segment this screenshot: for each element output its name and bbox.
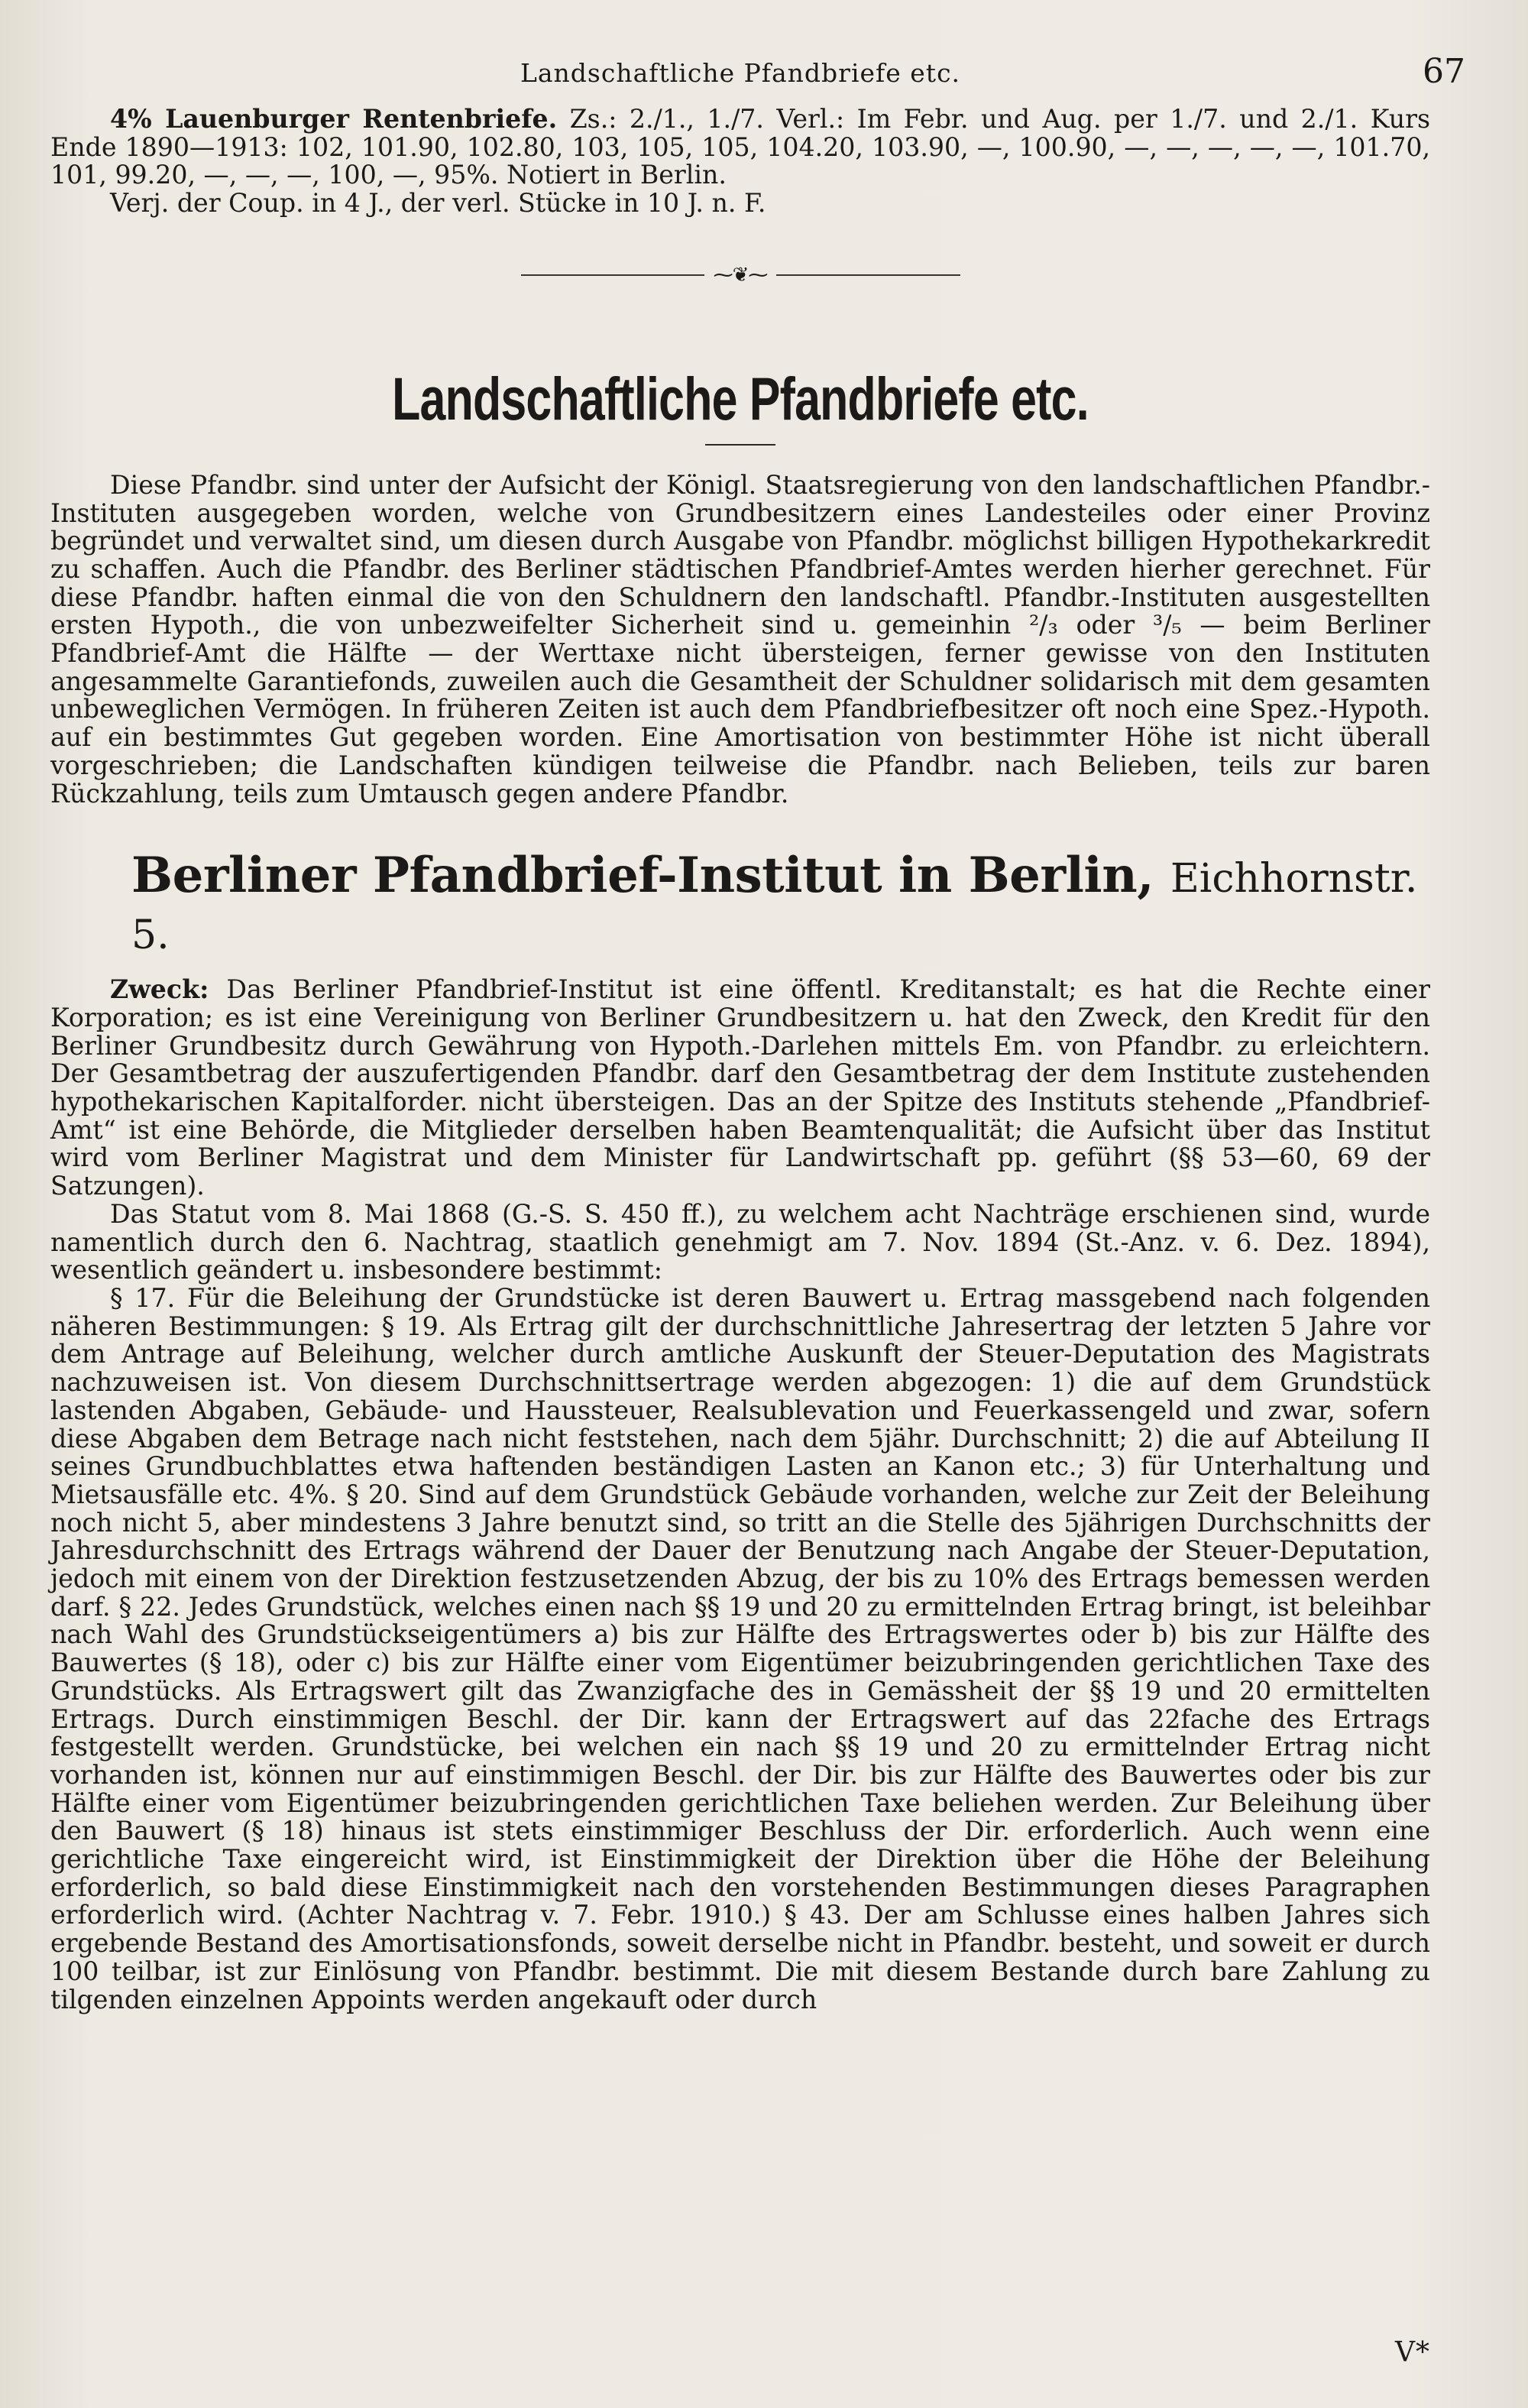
- divider-rule-left: [521, 274, 704, 276]
- divider-rule-right: [776, 274, 960, 276]
- page-number: 67: [1423, 52, 1465, 91]
- section-title: Landschaftliche Pfandbriefe etc.: [392, 364, 1089, 433]
- running-title: Landschaftliche Pfandbriefe etc.: [520, 58, 961, 88]
- sheet-signature: V*: [1395, 2337, 1430, 2368]
- statut-paragraph: Das Statut vom 8. Mai 1868 (G.-S. S. 450 ff.), zu welchem acht Nachträge erschienen sind, wurde namentlich durch den 6. Nachtrag, staatlich genehmigt am 7. Nov. 1894 (St.-Anz. v. 6. Dez. 1894), wesentlich geändert u. insbesondere bestimmt:: [50, 1198, 1430, 1285]
- zweck-text: Das Berliner Pfandbrief-Institut ist eine öffentl. Kreditanstalt; es hat die Rechte einer Korporation; es ist eine Vereinigung von Berliner Grundbesitzern u. hat den Zweck, den Kredit für den Berliner Grundbesitz durch Gewährung von Hypoth.-Darlehen mittels Em. von Pfandbr. zu erleichtern. Der Gesamtbetrag der auszufertigenden Pfandbr. darf den Gesamtbetrag der dem Institute zustehenden hypothekarischen Kapitalforder. nicht übersteigen. Das an der Spitze des Instituts stehende „Pfandbrief-Amt“ ist eine Behörde, die Mitglieder derselben haben Beamtenqualität; die Aufsicht über das Institut wird vom Berliner Magistrat und dem Minister für Landwirtschaft pp. geführt (§§ 53—60, 69 der Satzungen).: [50, 974, 1430, 1201]
- regeln-paragraph: § 17. Für die Beleihung der Grundstücke ist deren Bauwert u. Ertrag massgebend nach folgenden näheren Bestimmungen: § 19. Als Ertrag gilt der durchschnittliche Jahresertrag der letzten 5 Jahre vor dem Antrage auf Beleihung, welcher durch amtliche Auskunft der Steuer-Deputation des Magistrats nachzuweisen ist. Von diesem Durchschnittsertrage werden abgezogen: 1) die auf dem Grundstück lastenden Abgaben, Gebäude- und Haussteuer, Realsublevation und Feuerkassengeld und zwar, sofern diese Abgaben dem Betrage nach nicht feststehen, nach dem 5jähr. Durchschnitt; 2) die auf Abteilung II seines Grundbuchblattes etwa haftenden beständigen Lasten an Kanon etc.; 3) für Unterhaltung und Mietsausfälle etc. 4%. § 20. Sind auf dem Grundstück Gebäude vorhanden, welche zur Zeit der Beleihung noch nicht 5, aber mindestens 3 Jahre benutzt sind, so tritt an die Stelle des 5jährigen Durchschnitts der Jahresdurchschnitt des Ertrags während der Dauer der Benutzung nach Angabe der Steuer-Deputation, jedoch mit einem von der Direktion festzusetzenden Abzug, der bis zu 10% des Ertrags bemessen werden darf. § 22. Jedes Grundstück, welches einen nach §§ 19 und 20 zu ermittelnden Ertrag bringt, ist beleihbar nach Wahl des Grundstückseigentümers a) bis zur Hälfte des Ertragswertes oder b) bis zur Hälfte des Bauwertes (§ 18), oder c) bis zur Hälfte einer vom Eigentümer beizubringenden gerichtlichen Taxe des Grundstücks. Als Ertragswert gilt das Zwanzigfache des in Gemässheit der §§ 19 und 20 ermittelten Ertrags. Durch einstimmigen Beschl. der Dir. kann der Ertragswert auf das 22fache des Ertrags festgestellt werden. Grundstücke, bei welchen ein nach §§ 19 und 20 zu ermittelnder Ertrag nicht vorhanden ist, können nur auf einstimmigen Beschl. der Dir. bis zur Hälfte des Bauwertes oder bis zur Hälfte einer vom Eigentümer beizubringenden gerichtlichen Taxe beliehen werden. Zur Beleihung über den Bauwert (§ 18) hinaus ist stets einstimmiger Beschluss der Dir. erforderlich. Auch wenn eine gerichtliche Taxe eingereicht wird, ist Einstimmigkeit der Direktion über die Höhe der Beleihung erforderlich, so bald diese Einstimmigkeit nach den vorstehenden Bestimmungen dieses Paragraphen erforderlich wird. (Achter Nachtrag v. 7. Febr. 1910.) § 43. Der am Schlusse eines halben Jahres sich ergebende Bestand des Amortisationsfonds, soweit derselbe nicht in Pfandbr. besteht, und soweit er durch 100 teilbar, ist zur Einlösung von Pfandbr. bestimmt. Die mit diesem Bestande durch bare Zahlung zu tilgenden einzelnen Appoints werden angekauft oder durch: [50, 1282, 1430, 2014]
- institute-address: Eichhornstr. 5.: [131, 856, 1418, 959]
- institute-name: Berliner Pfandbrief-Institut in Berlin,: [131, 847, 1154, 905]
- lauenburger-verjaehrung: Verj. der Coup. in 4 J., der verl. Stücke in 10 J. n. F.: [110, 188, 766, 219]
- zweck-paragraph: [50, 976, 1430, 1201]
- lauenburger-text: Zs.: 2./1., 1./7. Verl.: Im Febr. und Aug. per 1./7. und 2./1. Kurs Ende 1890—1913: 102, 101.90, 102.80, 103, 105, 105, 104.20, 103.90, —, 100.90, —, —, —, —, —, 101.70, 101, 99.20, —, —, —, 100, —, 95%. Notiert in Berlin.: [50, 104, 1430, 190]
- title-underline: [705, 444, 775, 446]
- institute-body: [50, 976, 1430, 2014]
- institute-heading: [131, 849, 1430, 962]
- ornament-icon: ⁓❦⁓: [713, 263, 768, 287]
- section-intro-paragraph: Diese Pfandbr. sind unter der Aufsicht der Königl. Staatsregierung von den landschaftlichen Pfandbr.-Instituten ausgegeben worden, welche von Grundbesitzern eines Landesteiles oder einer Provinz begründet und verwaltet sind, um diesen durch Ausgabe von Pfandbr. möglichst billigen Hypothekarkredit zu schaffen. Auch die Pfandbr. des Berliner städtischen Pfandbrief-Amtes werden hierher gerechnet. Für diese Pfandbr. haften einmal die von den Schuldnern den landschaftl. Pfandbr.-Instituten ausgestellten ersten Hypoth., die von unbezweifelter Sicherheit sind u. gemeinhin ²/₃ oder ³/₅ — beim Berliner Pfandbrief-Amt die Hälfte — der Werttaxe nicht übersteigen, ferner gewisse von den Instituten angesammelte Garantiefonds, zuweilen auch die Gesamtheit der Schuldner solidarisch mit dem gesamten unbeweglichen Vermögen. In früheren Zeiten ist auch dem Pfandbriefbesitzer oft noch eine Spez.-Hypoth. auf ein bestimmtes Gut gegeben worden. Eine Amortisation von bestimmter Höhe ist nicht überall vorgeschrieben; die Landschaften kündigen teilweise die Pfandbr. nach Belieben, teils zur baren Rückzahlung, teils zum Umtausch gegen andere Pfandbr.: [50, 469, 1430, 809]
- lauenburger-paragraph: [50, 105, 1430, 190]
- running-header: [50, 44, 1465, 92]
- section-divider: [521, 262, 960, 288]
- zweck-label: Zweck:: [110, 974, 209, 1005]
- lauenburger-entry: [50, 105, 1430, 218]
- section-intro: [50, 469, 1430, 809]
- lauenburger-title: 4% Lauenburger Rentenbriefe.: [110, 104, 558, 134]
